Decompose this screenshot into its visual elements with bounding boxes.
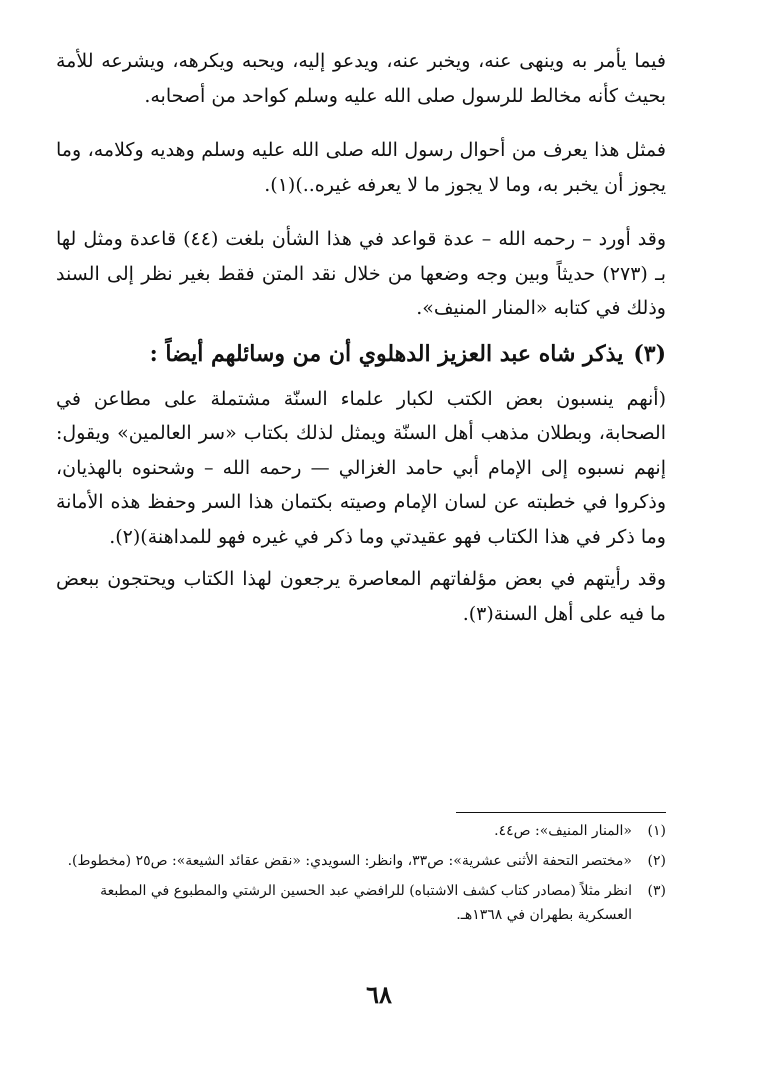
section-heading bbox=[56, 334, 666, 374]
footnote-divider bbox=[456, 812, 666, 813]
paragraph-2: فمثل هذا يعرف من أحوال رسول الله صلى الله عليه وسلم وهديه وكلامه، وما يجوز أن يخبر به، وما لا يجوز ما لا يعرفه غيره..)(١). bbox=[56, 139, 666, 196]
footnote-text: «المنار المنيف»: ص٤٤. bbox=[494, 823, 632, 839]
footnote-2 bbox=[48, 849, 666, 873]
footnote-1 bbox=[48, 819, 666, 843]
paragraph-5: وقد رأيتهم في بعض مؤلفاتهم المعاصرة يرجعون لهذا الكتاب ويحتجون ببعض ما فيه على أهل السنة(٣). bbox=[56, 568, 666, 625]
footnote-number: (٢) bbox=[647, 853, 666, 869]
paragraph-4: (أنهم ينسبون بعض الكتب لكبار علماء السنّة مشتملة على مطاعن في الصحابة، وبطلان مذهب أهل السنّة ويمثل لذلك بكتاب «سر العالمين» ويقول: إنهم نسبوه إلى الإمام أبي حامد الغزالي — رحمه الله – وشحنوه بالهذيان، وذكروا في خطبته عن لسان الإمام وصيته بكتمان هذا السر وحفظ هذه الأمانة وما ذكر في هذا الكتاب فهو عقيدتي وما ذكر في غيره فهو للمداهنة)(٢). bbox=[56, 387, 666, 548]
footnote-number: (٣) bbox=[647, 883, 666, 899]
paragraph-3: وقد أورد – رحمه الله – عدة قواعد في هذا الشأن بلغت (٤٤) قاعدة ومثل لها بـ (٢٧٣) حديثاً وبين وجه وضعها من خلال نقد المتن فقط بغير نظر إلى السند وذلك في كتابه «المنار المنيف». bbox=[56, 228, 666, 319]
main-text bbox=[56, 44, 666, 631]
paragraph-1: فيما يأمر به وينهى عنه، ويخبر عنه، ويدعو إليه، ويحبه ويكرهه، ويشرعه للأمة بحيث كأنه مخالط للرسول صلى الله عليه وسلم كواحد من أصحابه. bbox=[56, 50, 666, 107]
heading-text: يذكر شاه عبد العزيز الدهلوي أن من وسائلهم أيضاً : bbox=[149, 340, 624, 367]
footnote-text: «مختصر التحفة الأثنى عشرية»: ص٣٣، وانظر: السويدي: «نقض عقائد الشيعة»: ص٢٥ (مخطوط). bbox=[67, 853, 632, 869]
footnote-text: انظر مثلاً (مصادر كتاب كشف الاشتباه) للرافضي عبد الحسين الرشتي والمطبوع في المطبعة العسكرية بطهران في ١٣٦٨هـ. bbox=[100, 883, 632, 923]
page-number: ٦٨ bbox=[366, 980, 392, 1009]
footnote-number: (١) bbox=[647, 823, 666, 839]
footnote-3 bbox=[48, 879, 666, 927]
footnotes bbox=[48, 812, 666, 933]
heading-number: (٣) bbox=[633, 340, 666, 367]
